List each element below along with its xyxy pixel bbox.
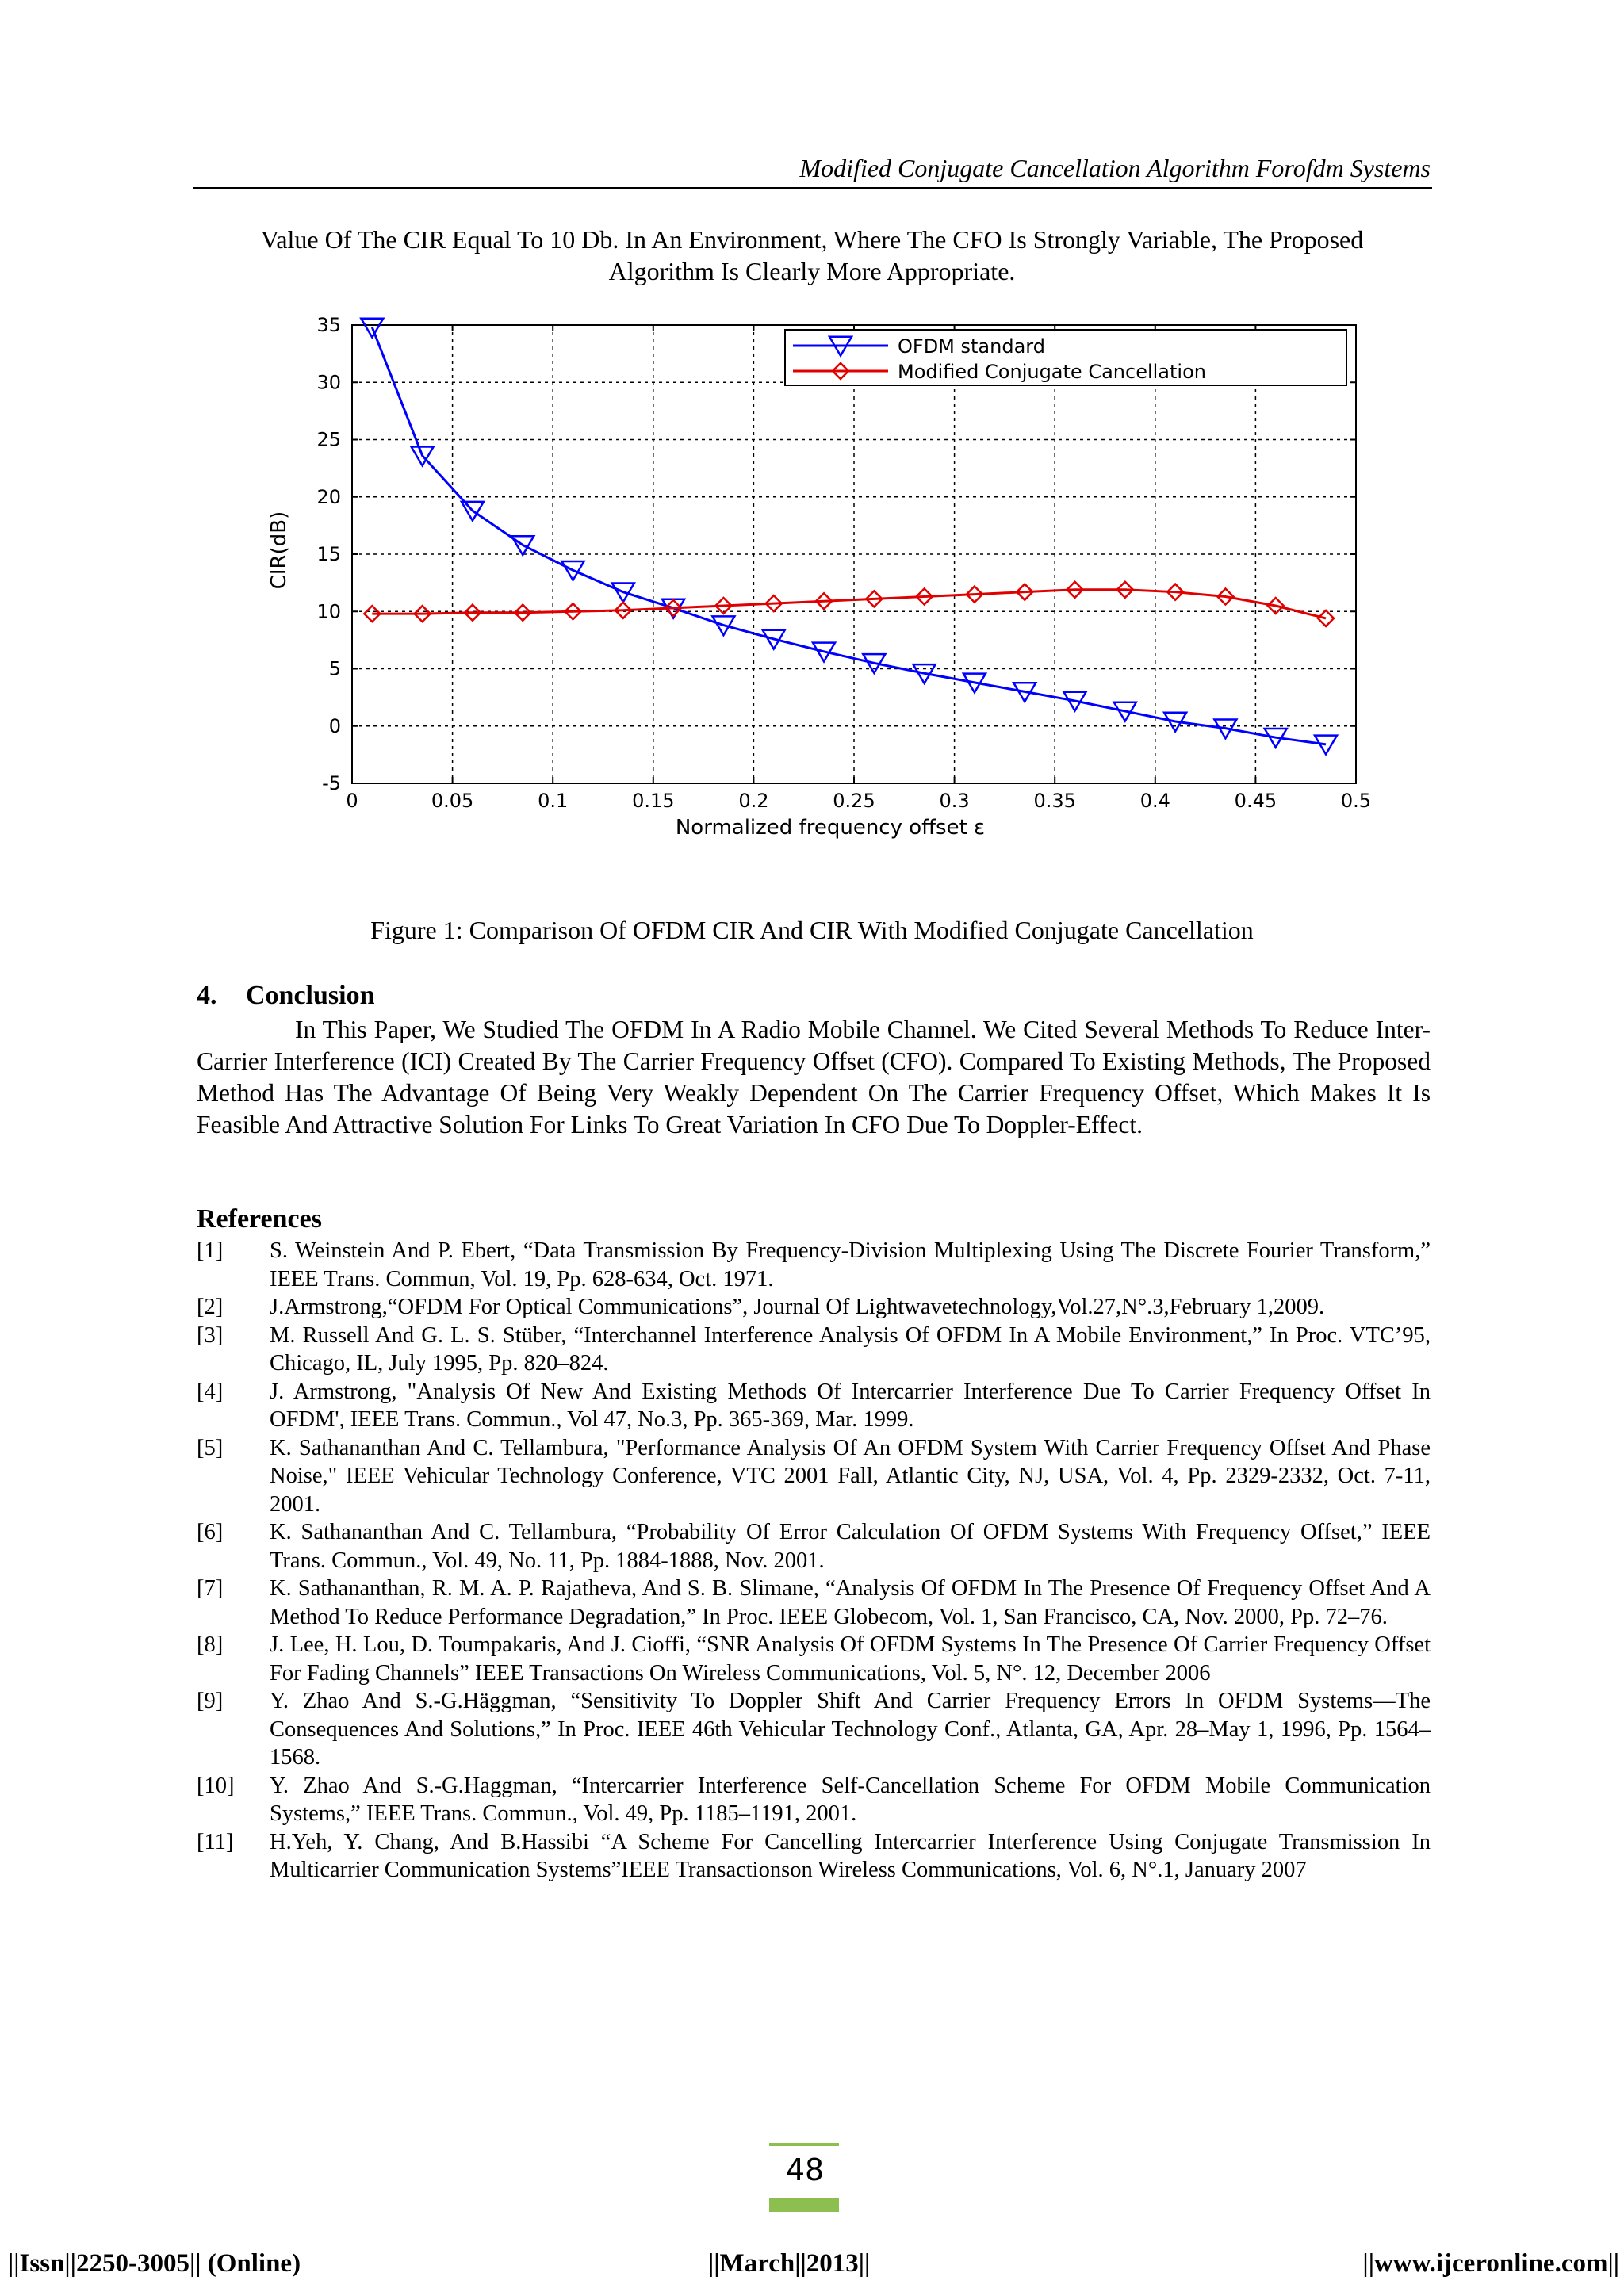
x-tick-label: 0.25: [833, 790, 875, 812]
intro-line-1: Value Of The CIR Equal To 10 Db. In An Environment, Where The CFO Is Strongly Variable, The Proposed: [260, 225, 1364, 254]
reference-text: H.Yeh, Y. Chang, And B.Hassibi “A Scheme For Cancelling Intercarrier Interference Using Conjugate Transmission In Multicarrier Communication Systems”IEEE Transactionson Wireless Communications, Vol. 6, N°.1, January 2007: [270, 1829, 1431, 1882]
reference-text: J.Armstrong,“OFDM For Optical Communications”, Journal Of Lightwavetechnology,Vol.27,N°.3,February 1,2009.: [270, 1295, 1325, 1319]
y-tick-label: 20: [316, 485, 341, 508]
section-number: 4.: [197, 981, 217, 1010]
reference-number: [5]: [197, 1435, 224, 1460]
footer-website: ||www.ijceronline.com||: [1362, 2249, 1619, 2278]
reference-item: [197, 1434, 1431, 1519]
footer-date: ||March||2013||: [708, 2249, 871, 2278]
x-tick-labels: [346, 790, 1371, 812]
x-tick-label: 0.45: [1234, 790, 1277, 812]
reference-text: M. Russell And G. L. S. Stüber, “Interchannel Interference Analysis Of OFDM In A Mobile Environment,” In Proc. VTC’95, Chicago, IL, July 1995, Pp. 820–824.: [270, 1322, 1431, 1376]
conclusion-text: In This Paper, We Studied The OFDM In A Radio Mobile Channel. We Cited Several Methods To Reduce Inter-Carrier Interference (ICI) Created By The Carrier Frequency Offset (CFO). Compared To Existing Methods, The Proposed Method Has The Advantage Of Being Very Weakly Dependent On The Carrier Frequency Offset, Which Makes It Is Feasible And Attractive Solution For Links To Great Variation In CFO Due To Doppler-Effect.: [197, 1016, 1431, 1138]
series-modified-conjugate-cancellation: [364, 582, 1334, 626]
reference-number: [11]: [197, 1829, 234, 1854]
reference-item: [197, 1575, 1431, 1631]
reference-number: [3]: [197, 1322, 224, 1348]
y-tick-label: 0: [328, 714, 341, 737]
reference-text: Y. Zhao And S.-G.Haggman, “Intercarrier Interference Self-Cancellation Scheme For OFDM Mobile Communication Systems,” IEEE Trans. Commun., Vol. 49, Pp. 1185–1191, 2001.: [270, 1773, 1431, 1826]
footer-issn: ||Issn||2250-3005|| (Online): [8, 2249, 301, 2278]
reference-item: [197, 1631, 1431, 1687]
reference-text: Y. Zhao And S.-G.Häggman, “Sensitivity To Doppler Shift And Carrier Frequency Errors In OFDM Systems—The Consequences And Solutions,” In Proc. IEEE 46th Vehicular Technology Conf., Atlanta, GA, Apr. 28–May 1, 1996, Pp. 1564–1568.: [270, 1689, 1431, 1770]
y-axis-label: CIR(dB): [267, 511, 291, 590]
y-tick-label: 5: [328, 657, 341, 680]
x-tick-label: 0.3: [939, 790, 970, 812]
reference-number: [2]: [197, 1295, 224, 1319]
references-list: [197, 1237, 1431, 1885]
footer-accent-bar-top: [769, 2143, 839, 2146]
x-tick-label: 0.5: [1340, 790, 1372, 812]
reference-number: [6]: [197, 1520, 224, 1544]
footer-accent-bar-bottom: [769, 2198, 839, 2212]
reference-item: [197, 1237, 1431, 1293]
reference-text: K. Sathananthan, R. M. A. P. Rajatheva, And S. B. Slimane, “Analysis Of OFDM In The Presence Of Frequency Offset And A Method To Reduce Performance Degradation,” In Proc. IEEE Globecom, Vol. 1, San Francisco, CA, Nov. 2000, Pp. 72–76.: [270, 1576, 1431, 1629]
reference-text: J. Armstrong, "Analysis Of New And Existing Methods Of Intercarrier Interference Due To Carrier Frequency Offset In OFDM', IEEE Trans. Commun., Vol 47, No.3, Pp. 365-369, Mar. 1999.: [270, 1379, 1431, 1432]
y-tick-label: -5: [322, 772, 341, 794]
x-tick-label: 0.05: [431, 790, 474, 812]
y-tick-label: 35: [316, 314, 341, 336]
x-tick-label: 0.15: [632, 790, 675, 812]
intro-paragraph: [193, 224, 1431, 287]
x-tick-label: 0.2: [738, 790, 769, 812]
reference-item: [197, 1518, 1431, 1575]
data-point: [1315, 736, 1337, 755]
reference-number: [10]: [197, 1773, 235, 1798]
data-point: [1318, 610, 1334, 626]
reference-item: [197, 1378, 1431, 1434]
reference-item: [197, 1322, 1431, 1378]
page-number: 48: [785, 2152, 825, 2187]
x-tick-label: 0.1: [538, 790, 569, 812]
legend-label: Modified Conjugate Cancellation: [898, 361, 1206, 383]
chart-legend: [785, 330, 1346, 385]
x-axis-label: Normalized frequency offset ε: [675, 816, 986, 840]
reference-number: [1]: [197, 1238, 224, 1263]
reference-number: [4]: [197, 1379, 224, 1404]
reference-text: S. Weinstein And P. Ebert, “Data Transmission By Frequency-Division Multiplexing Using The Discrete Fourier Transform,” IEEE Trans. Commun, Vol. 19, Pp. 628-634, Oct. 1971.: [270, 1238, 1431, 1292]
reference-item: [197, 1293, 1431, 1322]
figure-caption: Figure 1: Comparison Of OFDM CIR And CIR With Modified Conjugate Cancellation: [370, 916, 1254, 944]
reference-item: [197, 1828, 1431, 1885]
y-tick-label: 15: [316, 543, 341, 565]
cir-chart: [238, 301, 1388, 856]
references-heading: References: [197, 1204, 322, 1234]
x-tick-label: 0: [346, 790, 358, 812]
reference-number: [8]: [197, 1632, 224, 1657]
reference-number: [9]: [197, 1689, 224, 1713]
y-tick-label: 30: [316, 371, 341, 394]
x-tick-label: 0.35: [1033, 790, 1076, 812]
conclusion-heading: [197, 980, 375, 1012]
running-header: Modified Conjugate Cancellation Algorithm Forofdm Systems: [799, 154, 1431, 182]
chart-grid: [352, 325, 1356, 783]
reference-number: [7]: [197, 1576, 224, 1601]
reference-item: [197, 1687, 1431, 1772]
y-tick-labels: [316, 314, 341, 794]
reference-text: J. Lee, H. Lou, D. Toumpakaris, And J. Cioffi, “SNR Analysis Of OFDM Systems In The Presence Of Carrier Frequency Offset For Fading Channels” IEEE Transactions On Wireless Communications, Vol. 5, N°. 12, December 2006: [270, 1632, 1431, 1686]
legend-label: OFDM standard: [898, 335, 1045, 358]
reference-text: K. Sathananthan And C. Tellambura, “Probability Of Error Calculation Of OFDM Systems With Frequency Offset,” IEEE Trans. Commun., Vol. 49, No. 11, Pp. 1884-1888, Nov. 2001.: [270, 1520, 1431, 1573]
reference-text: K. Sathananthan And C. Tellambura, "Performance Analysis Of An OFDM System With Carrier Frequency Offset And Phase Noise," IEEE Vehicular Technology Conference, VTC 2001 Fall, Atlantic City, NJ, USA, Vol. 4, Pp. 2329-2332, Oct. 7-11, 2001.: [270, 1435, 1431, 1517]
y-tick-label: 25: [316, 428, 341, 451]
section-title: Conclusion: [246, 981, 375, 1010]
y-tick-label: 10: [316, 600, 341, 623]
intro-line-2: Algorithm Is Clearly More Appropriate.: [608, 257, 1016, 285]
x-tick-label: 0.4: [1139, 790, 1170, 812]
header-rule: [193, 187, 1432, 189]
reference-item: [197, 1772, 1431, 1828]
